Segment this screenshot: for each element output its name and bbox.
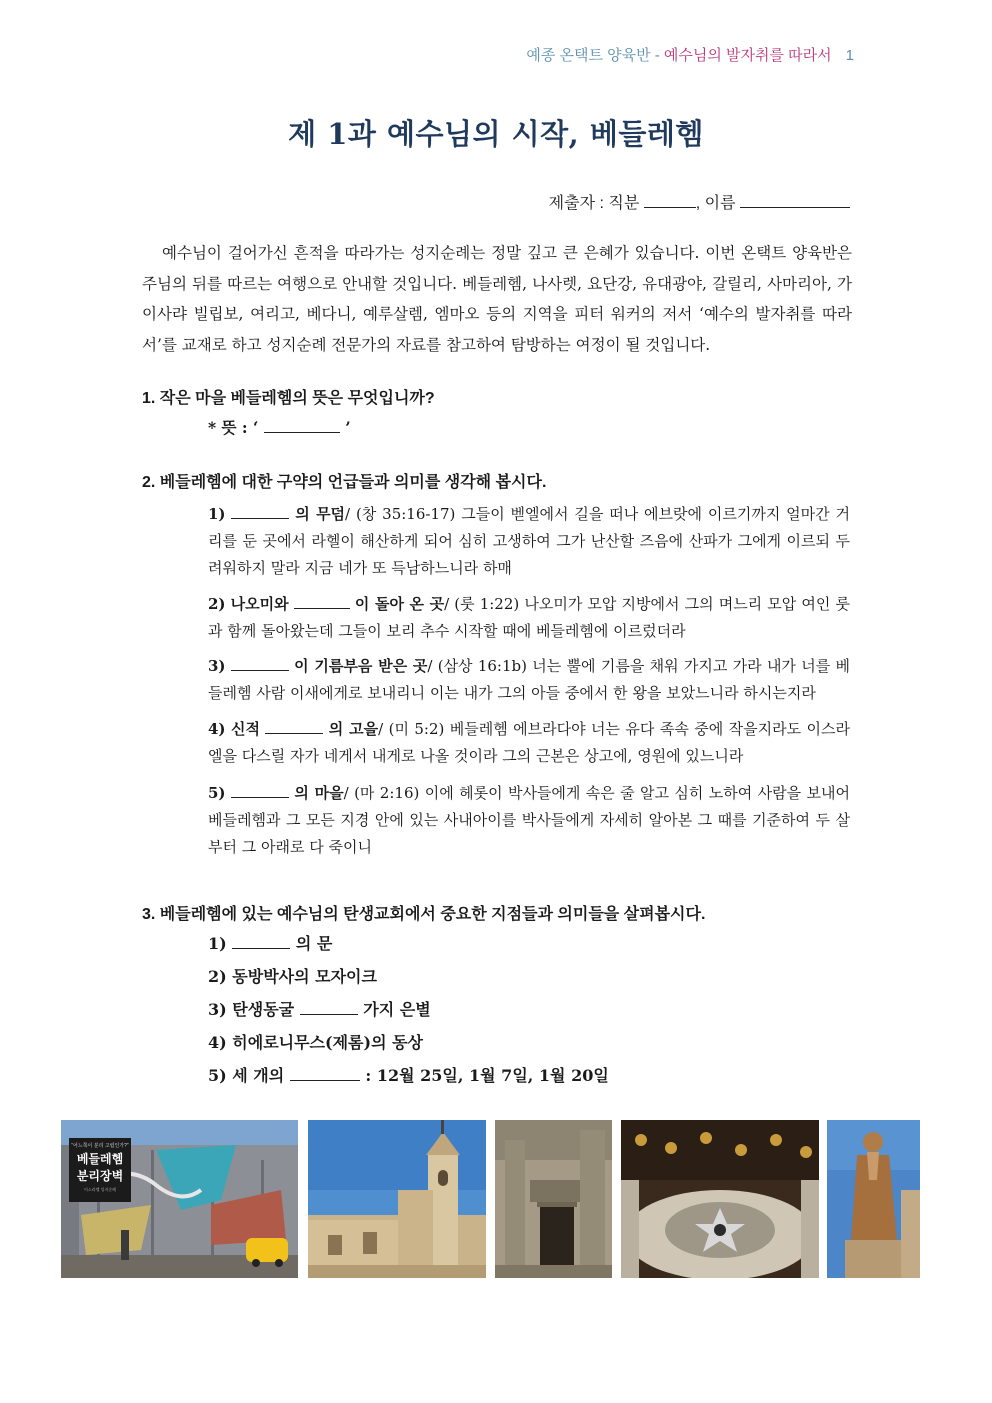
page-header	[526, 44, 854, 65]
q3-item-num: 5)	[208, 1066, 227, 1085]
q2-item-blank[interactable]	[231, 656, 289, 671]
q2-item-pre: 나오미와	[230, 595, 289, 613]
q2-item-num: 2)	[208, 595, 226, 613]
q3-item-pre: 히에로니무스(제롬)의 동상	[232, 1033, 424, 1052]
q3-item-num: 4)	[208, 1033, 227, 1052]
q3-item-num: 1)	[208, 934, 227, 953]
door-of-humility-photo	[495, 1120, 612, 1278]
q2-item-pre: 신적	[230, 720, 260, 738]
q2-item-text: / (룻 1:22) 나오미가 모압 지방에서 그의 며느리 모압 여인 룻과 함께 돌아왔는데 그들이 보리 추수 시작할 때에 베들레헴에 이르렀더라	[208, 595, 850, 640]
name-blank[interactable]	[740, 193, 850, 208]
q2-item-blank[interactable]	[231, 783, 289, 798]
q2-item-bold: 이 기름부음 받은 곳	[294, 657, 428, 675]
q1-answer-blank[interactable]	[264, 418, 340, 433]
church-of-nativity-photo	[308, 1120, 486, 1278]
q3-item-3	[208, 997, 431, 1020]
q3-item-num: 2)	[208, 967, 227, 986]
q2-item-1	[208, 501, 850, 582]
q2-item-bold: 의 마을	[294, 784, 344, 802]
q3-item-blank[interactable]	[290, 1066, 360, 1081]
q3-item-post: 가지 은별	[363, 1000, 431, 1019]
q2-item-text: / (미 5:2) 베들레헴 에브라다야 너는 유다 족속 중에 작을지라도 이스라엘을 다스릴 자가 네게서 내게로 나올 것이라 그의 근본은 상고에, 영원에 있느니라	[208, 720, 850, 765]
jerome-statue-photo	[827, 1120, 920, 1278]
q1-answer-suffix: ’	[345, 418, 351, 437]
question-2: 2. 베들레헴에 대한 구약의 언급들과 의미를 생각해 봅시다.	[142, 474, 547, 491]
q3-item-blank[interactable]	[300, 1000, 358, 1015]
page-title: 제 1과 예수님의 시작, 베들레헴	[288, 117, 704, 151]
grotto-silver-star-photo	[621, 1120, 819, 1278]
q2-item-blank[interactable]	[265, 719, 323, 734]
q3-item-pre: 동방박사의 모자이크	[232, 967, 377, 986]
question-3: 3. 베들레헴에 있는 예수님의 탄생교회에서 중요한 지점들과 의미들을 살펴봅시다.	[142, 906, 706, 923]
q2-item-text: / (창 35:16-17) 그들이 벧엘에서 길을 떠나 에브랏에 이르기까지 얼마간 거리를 둔 곳에서 라헬이 해산하게 되어 심히 고생하여 그가 난산할 즈음에 산파가 그에게 이르되 두려워하지 말라 지금 네가 또 득남하느니라 하매	[208, 505, 850, 577]
wall-sign-footer: 이스라엘 성지순례	[83, 1187, 117, 1192]
q3-item-1	[208, 931, 332, 954]
wall-photo-caption	[69, 1138, 131, 1202]
q2-item-bold: 의 무덤	[295, 505, 346, 523]
q3-item-5	[208, 1063, 609, 1086]
q2-item-5	[208, 780, 850, 861]
q3-item-pre: 탄생동굴	[232, 1000, 295, 1019]
q2-item-4	[208, 716, 850, 770]
question-1: 1. 작은 마을 베들레헴의 뜻은 무엇입니까?	[142, 390, 435, 407]
page-number: 1	[845, 47, 854, 64]
q3-item-post: : 12월 25일, 1월 7일, 1월 20일	[365, 1066, 609, 1085]
q3-item-2	[208, 964, 377, 987]
q2-item-text: / (삼상 16:1b) 너는 뿔에 기름을 채워 가지고 가라 내가 너를 베들레헴 사람 이새에게로 보내리니 이는 내가 그의 아들 중에서 한 왕을 보았느니라 하시는지라	[208, 657, 850, 702]
q2-item-bold: 이 돌아 온 곳	[354, 595, 445, 613]
q2-item-num: 4)	[208, 720, 226, 738]
wall-sign-title-1: 베들레헴	[76, 1152, 124, 1166]
separation-wall-photo	[61, 1120, 298, 1278]
q3-item-blank[interactable]	[232, 934, 290, 949]
q2-item-num: 1)	[208, 505, 226, 523]
q2-item-num: 3)	[208, 657, 226, 675]
q3-item-num: 3)	[208, 1000, 227, 1019]
wall-sign-title-2: 분리장벽	[76, 1169, 124, 1183]
q2-item-2	[208, 591, 850, 645]
q2-item-3	[208, 653, 850, 707]
q2-item-blank[interactable]	[231, 504, 289, 519]
wall-sign-small: “어느쪽이 분리 고립인가?”	[71, 1143, 129, 1149]
q3-item-pre: 세 개의	[232, 1066, 285, 1085]
name-label: , 이름	[695, 195, 736, 212]
submitter-label: 제출자 : 직분	[548, 195, 640, 212]
header-highlight: 예수님의 발자취를 따라서	[663, 47, 832, 64]
q3-item-4	[208, 1030, 423, 1053]
q2-item-blank[interactable]	[294, 594, 350, 609]
q1-answer-prefix: * 뜻 : ‘	[208, 418, 259, 437]
q3-item-post: 의 문	[295, 934, 333, 953]
q2-item-bold: 의 고을	[328, 720, 379, 738]
q2-item-text: / (마 2:16) 이에 헤롯이 박사들에게 속은 줄 알고 심히 노하여 사람을 보내어 베들레헴과 그 모든 지경 안에 있는 사내아이를 박사들에게 자세히 알아본 그 때를 기준하여 두 살부터 그 아래로 다 죽이니	[208, 784, 850, 856]
q2-item-num: 5)	[208, 784, 226, 802]
q1-answer-line	[208, 416, 351, 438]
intro-paragraph: 예수님이 걸어가신 흔적을 따라가는 성지순례는 정말 깊고 큰 은혜가 있습니다. 이번 온택트 양육반은 주님의 뒤를 따르는 여행으로 안내할 것입니다. 베들레헴, 나사렛, 요단강, 유대광야, 갈릴리, 사마리아, 가이사랴 빌립보, 여리고, 베다니, 예루살렘, 엠마오 등의 지역을 피터 워커의 저서 ‘예수의 발자취를 따라서’를 교재로 하고 성지순례 전문가의 자료를 참고하여 탐방하는 여정이 될 것입니다.	[142, 244, 852, 354]
submitter-line	[549, 190, 850, 213]
header-prefix: 예종 온택트 양육반 -	[526, 47, 664, 64]
position-blank[interactable]	[644, 193, 696, 208]
